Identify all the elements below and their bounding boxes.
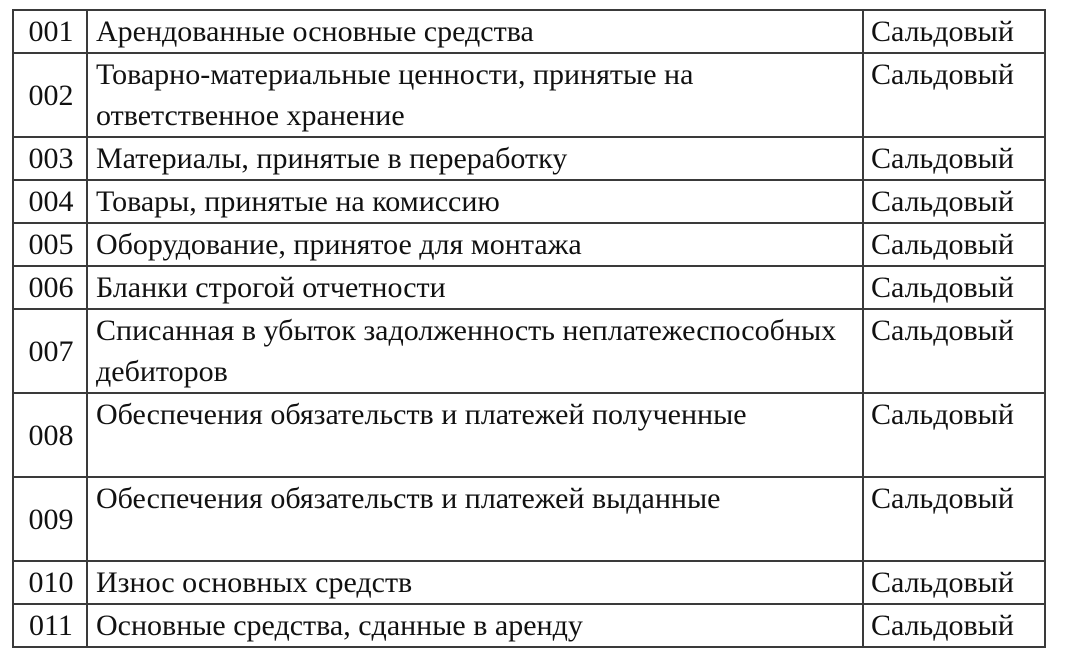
account-name: Арендованные основные средства (87, 10, 863, 53)
account-name: Товары, принятые на комиссию (87, 180, 863, 223)
account-name: Списанная в убыток задолженность неплатежеспособных дебиторов (87, 309, 863, 393)
account-code: 009 (13, 477, 87, 561)
account-type: Сальдовый (863, 10, 1045, 53)
table-row (13, 309, 1045, 393)
off-balance-accounts-table (12, 9, 1046, 648)
table-row (13, 477, 1045, 561)
account-type: Сальдовый (863, 309, 1045, 393)
table-row (13, 393, 1045, 477)
account-name: Бланки строгой отчетности (87, 266, 863, 309)
account-type: Сальдовый (863, 223, 1045, 266)
account-name: Оборудование, принятое для монтажа (87, 223, 863, 266)
account-code: 007 (13, 309, 87, 393)
account-type: Сальдовый (863, 393, 1045, 477)
account-code: 003 (13, 137, 87, 180)
account-type: Сальдовый (863, 266, 1045, 309)
account-name: Товарно-материальные ценности, принятые на ответственное хранение (87, 53, 863, 137)
account-code: 001 (13, 10, 87, 53)
account-code: 010 (13, 561, 87, 604)
account-name: Износ основных средств (87, 561, 863, 604)
account-code: 004 (13, 180, 87, 223)
account-code: 002 (13, 53, 87, 137)
account-code: 008 (13, 393, 87, 477)
table-row (13, 561, 1045, 604)
account-name: Основные средства, сданные в аренду (87, 604, 863, 647)
account-name: Обеспечения обязательств и платежей полученные (87, 393, 863, 477)
account-type: Сальдовый (863, 561, 1045, 604)
table-row (13, 180, 1045, 223)
account-code: 011 (13, 604, 87, 647)
table-row (13, 604, 1045, 647)
account-type: Сальдовый (863, 53, 1045, 137)
account-code: 005 (13, 223, 87, 266)
table-row (13, 137, 1045, 180)
account-name: Обеспечения обязательств и платежей выданные (87, 477, 863, 561)
table-row (13, 223, 1045, 266)
table-row (13, 53, 1045, 137)
account-code: 006 (13, 266, 87, 309)
account-type: Сальдовый (863, 180, 1045, 223)
account-type: Сальдовый (863, 604, 1045, 647)
table-row (13, 10, 1045, 53)
table-row (13, 266, 1045, 309)
account-type: Сальдовый (863, 137, 1045, 180)
account-type: Сальдовый (863, 477, 1045, 561)
account-name: Материалы, принятые в переработку (87, 137, 863, 180)
